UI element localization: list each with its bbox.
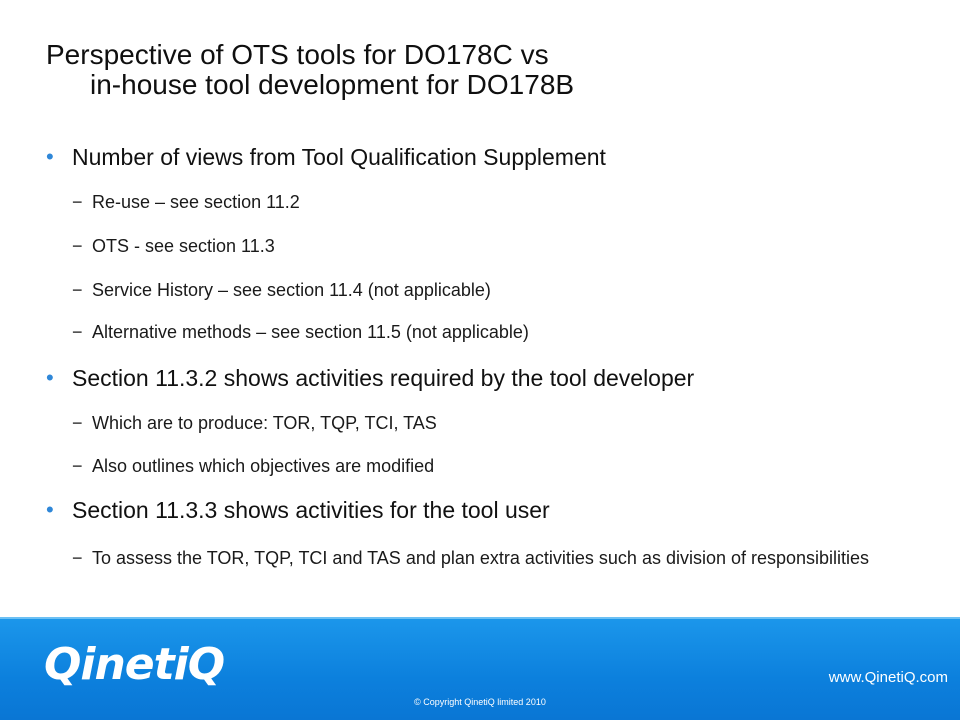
bullet-dot-icon: • <box>46 365 54 390</box>
footer-bar <box>0 617 960 720</box>
sub-bullet-text: Also outlines which objectives are modified <box>92 456 435 476</box>
slide-title-line-1: Perspective of OTS tools for DO178C vs <box>46 39 549 70</box>
dash-icon: − <box>72 413 83 433</box>
dash-icon: − <box>72 456 83 476</box>
website-link[interactable]: www.QinetiQ.com <box>828 669 948 686</box>
sub-bullet-text: Re-use – see section 11.2 <box>92 192 300 212</box>
dash-icon: − <box>72 236 83 256</box>
slide-title-line-2: in-house tool development for DO178B <box>90 69 575 100</box>
bullet-text: Section 11.3.3 shows activities for the tool user <box>72 497 550 523</box>
sub-bullet-text: To assess the TOR, TQP, TCI and TAS and plan extra activities such as division of responsibilities <box>92 548 870 568</box>
dash-icon: − <box>72 322 83 342</box>
sub-bullet-text: Which are to produce: TOR, TQP, TCI, TAS <box>92 413 437 433</box>
copyright-notice: © Copyright QinetiQ limited 2010 <box>414 697 546 707</box>
dash-icon: − <box>72 280 83 300</box>
sub-bullet-text: Service History – see section 11.4 (not applicable) <box>92 280 491 300</box>
dash-icon: − <box>72 192 83 212</box>
bullet-text: Number of views from Tool Qualification Supplement <box>72 144 606 170</box>
dash-icon: − <box>72 548 83 568</box>
qinetiq-logo: QinetiQ <box>44 639 225 690</box>
bullet-dot-icon: • <box>46 144 54 169</box>
sub-bullet-text: Alternative methods – see section 11.5 (not applicable) <box>92 322 529 342</box>
slide-title <box>46 40 926 100</box>
sub-bullet-text: OTS - see section 11.3 <box>92 236 275 256</box>
bullet-dot-icon: • <box>46 497 54 522</box>
bullet-text: Section 11.3.2 shows activities required by the tool developer <box>72 365 695 391</box>
